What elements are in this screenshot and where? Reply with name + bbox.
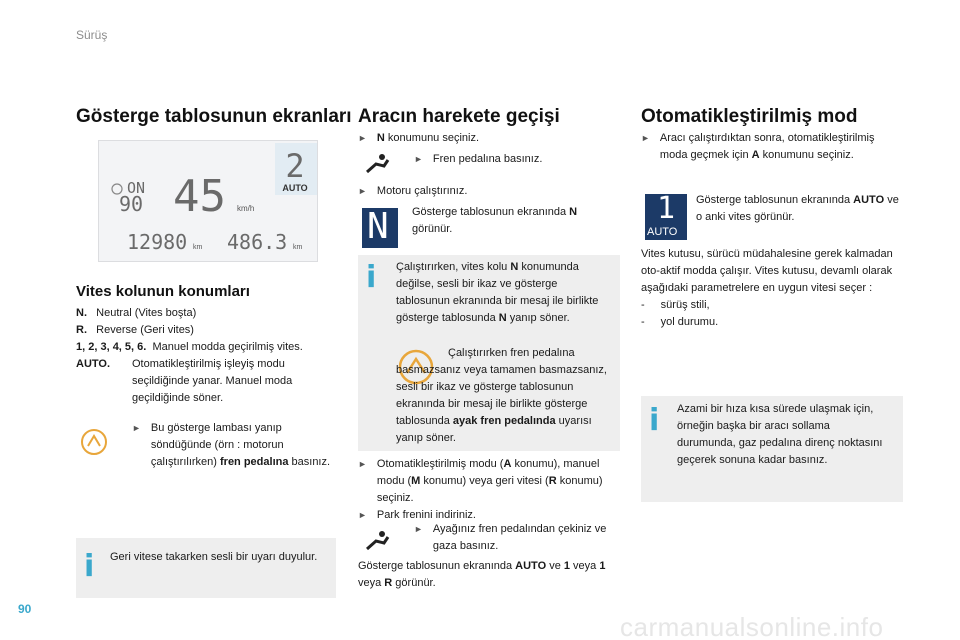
middle-info-box bbox=[358, 255, 620, 451]
right-title: Otomatikleştirilmiş mod bbox=[641, 106, 858, 127]
auto-display-label: AUTO bbox=[647, 226, 678, 238]
step-select-mode-group bbox=[358, 456, 620, 524]
right-paragraph bbox=[641, 246, 905, 331]
brake-warning-icon bbox=[80, 428, 108, 462]
gear-item-r: R. Reverse (Geri vites) bbox=[76, 324, 194, 337]
left-info-box bbox=[76, 538, 336, 598]
foot-pedal-icon-2 bbox=[364, 527, 390, 559]
n-display-letter: N bbox=[367, 206, 389, 247]
gear-number: 2 bbox=[285, 147, 305, 185]
step-select-mode: ► Otomatikleştirilmiş modu (A konumu), manuel modu (M konumu) veya geri vitesi (R konumu) seçiniz. bbox=[358, 458, 603, 505]
info-icon: i bbox=[649, 403, 660, 438]
middle-end-note: Gösterge tablosunun ekranında AUTO ve 1 veya 1 veya R görünür. bbox=[358, 560, 606, 590]
section-header: Sürüş bbox=[76, 28, 108, 42]
cruise-on: ON bbox=[127, 179, 146, 197]
odometer-unit: km bbox=[193, 244, 203, 251]
gear-positions-list bbox=[76, 305, 338, 407]
middle-title: Aracın harekete geçişi bbox=[358, 106, 560, 127]
foot-pedal-icon bbox=[364, 150, 390, 182]
step-press-brake: ► Fren pedalına basınız. bbox=[414, 153, 543, 165]
odometer: 12980 bbox=[127, 230, 188, 254]
info-icon: i bbox=[366, 260, 377, 295]
middle-info-text-1: Çalıştırırken, vites kolu N konumunda değilse, sesli bir ikaz ve gösterge tablosunun ekranında bir mesaj ile birlikte gösterge tablosunda N yanıp söner. bbox=[396, 261, 599, 325]
gear-item-n: N. Neutral (Vites boşta) bbox=[76, 307, 197, 319]
dashboard-display bbox=[98, 140, 318, 262]
list-item: - sürüş stili, bbox=[641, 299, 710, 312]
right-paragraph-text: Vites kutusu, sürücü müdahalesine gerek kalmadan oto-aktif modda çalışır. Vites kutusu, devamlı olarak aşağıdaki parametrelere en uygun vitesi seçer : bbox=[641, 248, 893, 295]
page-number: 90 bbox=[18, 602, 32, 616]
left-info-text: Geri vitese takarken sesli bir uyarı duyulur. bbox=[110, 551, 318, 563]
gear-item-manual: 1, 2, 3, 4, 5, 6. Manuel modda geçirilmiş vites. bbox=[76, 341, 303, 354]
step-select-a: ► Aracı çalıştırdıktan sonra, otomatikleştirilmiş moda geçmek için A konumunu seçiniz. bbox=[641, 132, 875, 162]
speed-value: 45 bbox=[173, 171, 226, 222]
trip-meter: 486.3 bbox=[227, 230, 288, 254]
cruise-speed: 90 bbox=[119, 192, 144, 216]
lamp-note: ► Bu gösterge lambası yanıp söndüğünde (örn : motorun çalıştırılırken) fren pedalına basınız. bbox=[132, 422, 331, 469]
speed-unit: km/h bbox=[237, 204, 255, 213]
info-icon: i bbox=[84, 549, 95, 584]
trip-unit: km bbox=[293, 244, 303, 251]
list-item: - yol durumu. bbox=[641, 316, 719, 329]
middle-info-text-2: Çalıştırırken fren pedalına basmazsanız veya tamamen basmazsanız, sesli bir ikaz ve gösterge tablosunun ekranında bir mesaj ile birlikte gösterge tablosunda ayak fren pedalında uyarısı yanıp söner. bbox=[396, 347, 607, 445]
dashboard-svg bbox=[99, 141, 319, 263]
step-start-engine: ► Motoru çalıştırınız. bbox=[358, 185, 468, 197]
left-subtitle: Vites kolunun konumları bbox=[76, 283, 250, 300]
step-accelerate: ► Ayağınız fren pedalından çekiniz ve gaza basınız. bbox=[414, 523, 607, 553]
gear-item-auto: AUTO. Otomatikleştirilmiş işleyiş modu seçildiğinde yanar. Manuel moda geçildiğinde söner. bbox=[76, 358, 293, 405]
step-release-parking-brake: ► Park frenini indiriniz. bbox=[358, 509, 476, 522]
watermark: carmanualsonline.info bbox=[620, 612, 884, 640]
auto-display-icon bbox=[645, 191, 687, 240]
right-info-text: Azami bir hıza kısa sürede ulaşmak için, örneğin başka bir aracı sollama durumunda, gaz pedalına direnç noktasını geçerek sonuna kadar basınız. bbox=[677, 403, 883, 467]
step-select-n: ► N konumunu seçiniz. bbox=[358, 132, 480, 144]
right-info-box bbox=[641, 396, 903, 502]
auto-display-gear: 1 bbox=[657, 191, 676, 226]
n-display-note: Gösterge tablosunun ekranında N görünür. bbox=[412, 206, 578, 236]
auto-display-note: Gösterge tablosunun ekranında AUTO ve o anki vites görünür. bbox=[696, 194, 899, 224]
left-title: Gösterge tablosunun ekranları bbox=[76, 106, 352, 127]
auto-label: AUTO bbox=[282, 183, 308, 193]
n-display-icon bbox=[362, 208, 398, 248]
